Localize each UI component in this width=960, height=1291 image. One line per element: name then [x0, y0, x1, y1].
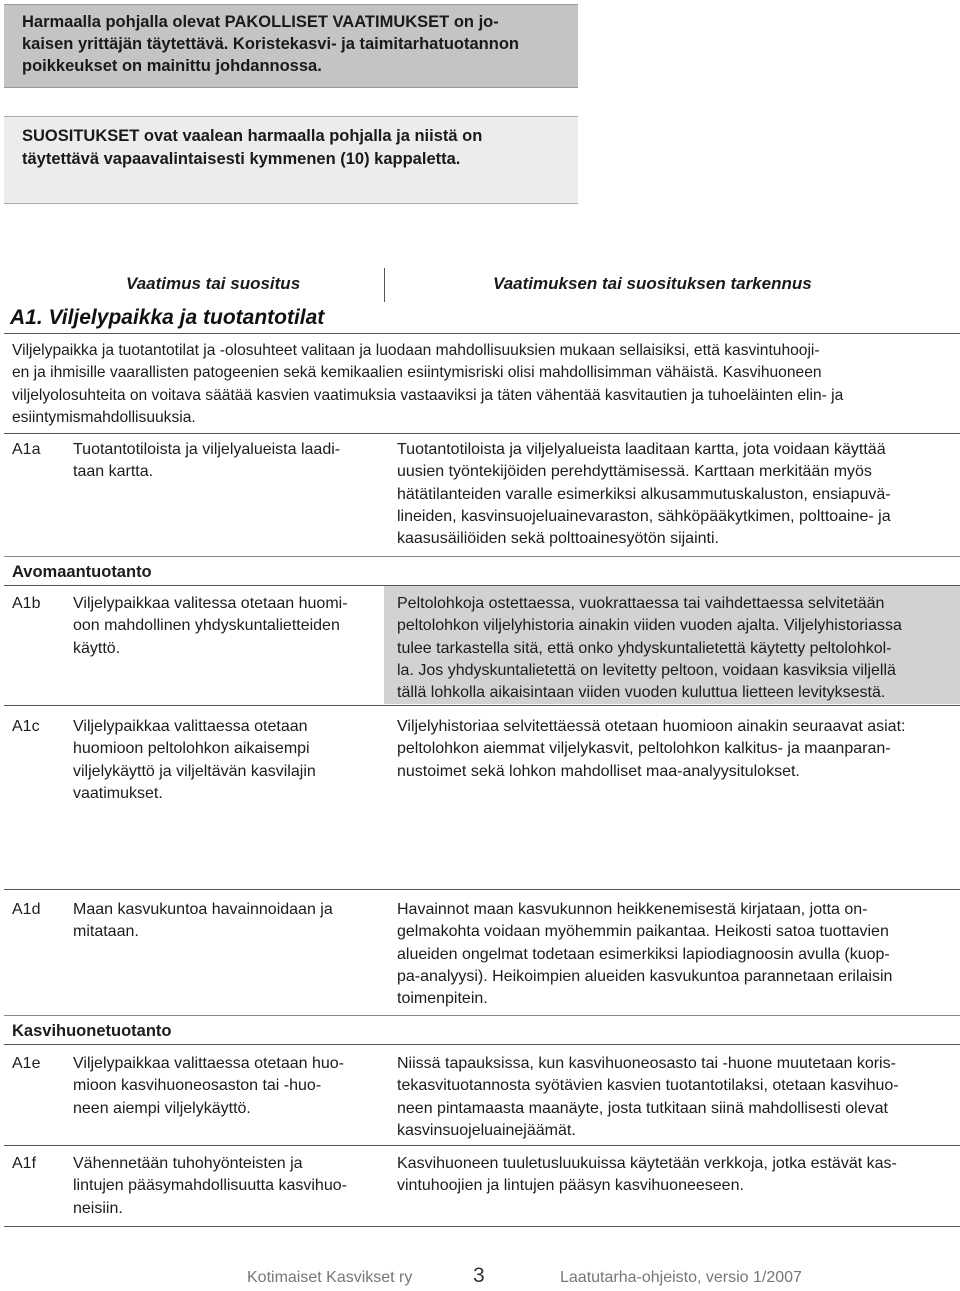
- requirement-text: [73, 439, 373, 484]
- text-line: neisiin.: [73, 1199, 123, 1217]
- row-divider: [4, 1015, 960, 1016]
- text-line: Tuotantotiloista ja viljelyalueista laadi-: [73, 441, 341, 458]
- specification-text: [397, 716, 953, 783]
- row-divider: [4, 556, 960, 557]
- text-line: tekasvituotannosta syötävien kasvien tuotantotilaksi, otetaan kasvihuo-: [397, 1077, 899, 1095]
- row-divider: [4, 889, 960, 890]
- text-line: kaasusäiliöiden sekä polttoainesyötön sijainti.: [397, 530, 719, 548]
- specification-text: [397, 1153, 953, 1198]
- text-line: Viljelyhistoriaa selvitettäessä otetaan huomioon ainakin seuraavat asiat:: [397, 718, 906, 735]
- text-line: peltolohkon aiemmat viljelykasvit, peltolohkon kalkitus- ja maanparan-: [397, 740, 891, 758]
- notice-line: poikkeukset on mainittu johdannossa.: [22, 57, 322, 75]
- subheading-greenhouse: Kasvihuonetuotanto: [12, 1022, 172, 1040]
- text-line: viljelykäyttö ja viljeltävän kasvilajin: [73, 762, 316, 780]
- text-line: peltolohkon viljelyhistoria ainakin viiden vuoden ajalta. Viljelyhistoriassa: [397, 617, 902, 635]
- item-code: A1b: [12, 595, 41, 612]
- text-line: Peltolohkoja ostettaessa, vuokrattaessa tai vaihdettaessa selvitetään: [397, 595, 885, 612]
- notice-line: täytettävä vapaavalintaisesti kymmenen (10) kappaletta.: [22, 150, 461, 168]
- text-line: pa-analyysi). Heikoimpien alueiden kasvukuntoa parannetaan erilaisin: [397, 967, 893, 985]
- text-line: tulee tarkastella sitä, että onko yhdyskuntalietettä käytetty peltolohkol-: [397, 639, 892, 657]
- page-number: 3: [473, 1264, 485, 1287]
- text-line: Niissä tapauksissa, kun kasvihuoneosasto tai -huone muutetaan koris-: [397, 1055, 896, 1072]
- text-line: lineiden, kasvinsuojeluainevaraston, sähköpääkytkimen, polttoaine- ja: [397, 507, 891, 525]
- specification-text: [397, 1053, 953, 1142]
- specification-text: [397, 593, 953, 704]
- column-header-specification: Vaatimuksen tai suosituksen tarkennus: [493, 274, 812, 293]
- requirement-text: [73, 1053, 373, 1120]
- text-line: käyttö.: [73, 639, 121, 657]
- text-line: Viljelypaikkaa valittaessa otetaan huo-: [73, 1055, 344, 1072]
- text-line: vintuhoojien ja lintujen pääsyn kasvihuoneeseen.: [397, 1177, 744, 1195]
- text-line: Tuotantotiloista ja viljelyalueista laaditaan kartta, jota voidaan käyttää: [397, 441, 886, 458]
- text-line: neen pintamaasta maanäyte, josta tutkitaan siinä mahdollisesti olevat: [397, 1099, 888, 1117]
- text-line: nustoimet sekä lohkon mahdolliset maa-analyysitulokset.: [397, 762, 800, 780]
- text-line: hätätilanteiden varalle esimerkiksi alkusammutuskaluston, ensiapuvä-: [397, 485, 891, 503]
- requirement-text: [73, 899, 373, 944]
- text-line: taan kartta.: [73, 463, 154, 481]
- text-line: Kasvihuoneen tuuletusluukuissa käytetään verkkoja, jotka estävät kas-: [397, 1155, 897, 1172]
- text-line: huomioon peltolohkon aikaisempi: [73, 740, 310, 758]
- requirement-text: [73, 716, 373, 805]
- row-divider: [4, 433, 960, 434]
- text-line: Viljelypaikkaa valitessa otetaan huomi-: [73, 595, 348, 612]
- row-divider: [4, 705, 960, 706]
- notice-line: SUOSITUKSET ovat vaalean harmaalla pohjalla ja niistä on: [22, 127, 483, 145]
- item-code: A1f: [12, 1155, 37, 1172]
- item-code: A1c: [12, 718, 40, 735]
- text-line: kasvinsuojeluainejäämät.: [397, 1121, 576, 1139]
- section-title: A1. Viljelypaikka ja tuotantotilat: [10, 306, 325, 329]
- subheading-open-field: Avomaantuotanto: [12, 563, 152, 581]
- text-line: lintujen pääsymahdollisuutta kasvihuo-: [73, 1177, 347, 1195]
- text-line: Havainnot maan kasvukunnon heikkenemisestä kirjataan, jotta on-: [397, 901, 868, 918]
- text-line: Viljelypaikkaa valittaessa otetaan: [73, 718, 308, 735]
- section-divider: [4, 333, 960, 334]
- text-line: vaatimukset.: [73, 784, 163, 802]
- intro-line: viljelyolosuhteita on voitava säätää kasvien vaatimuksia vastaaviksi ja täten vähentää kasvitautien ja tuhoeläinten elin- ja: [12, 386, 844, 404]
- column-header-requirement: Vaatimus tai suositus: [126, 274, 301, 293]
- specification-text: [397, 439, 953, 550]
- text-line: la. Jos yhdyskuntalietettä on levitetty peltoon, voidaan kasviksia viljellä: [397, 661, 896, 679]
- requirement-text: [73, 593, 373, 660]
- text-line: tällä lohkolla aikaisintaan viiden vuoden kuluttua lietteen levityksestä.: [397, 684, 886, 702]
- text-line: gelmakohta voidaan myöhemmin paikantaa. Heikosti satoa tuottavien: [397, 923, 889, 941]
- item-code: A1d: [12, 901, 41, 918]
- requirement-text: [73, 1153, 373, 1220]
- text-line: Vähennetään tuhohyönteisten ja: [73, 1155, 303, 1172]
- specification-text: [397, 899, 953, 1010]
- intro-line: Viljelypaikka ja tuotantotilat ja -olosuhteet valitaan ja luodaan mahdollisuuksien mukaan sellaisiksi, että kasvintuhooji-: [12, 342, 820, 359]
- text-line: oon mahdollinen yhdyskuntalietteiden: [73, 617, 340, 635]
- text-line: toimenpitein.: [397, 990, 488, 1008]
- text-line: mioon kasvihuoneosaston tai -huo-: [73, 1077, 322, 1095]
- text-line: uusien työntekijöiden perehdyttämisessä. Karttaan merkitään myös: [397, 463, 872, 481]
- text-line: neen aiempi viljelykäyttö.: [73, 1099, 251, 1117]
- row-divider: [4, 1044, 960, 1045]
- section-intro: [12, 340, 952, 429]
- text-line: alueiden ongelmat todetaan esimerkiksi lapiodiagnoosin avulla (kuop-: [397, 945, 890, 963]
- footer-document: Laatutarha-ohjeisto, versio 1/2007: [560, 1269, 802, 1286]
- intro-line: en ja ihmisille vaarallisten patogeenien sekä kemikaalien esiintymisriski olisi mahdollisimman vähäistä. Kasvihuoneen: [12, 364, 822, 382]
- row-divider: [4, 1226, 960, 1227]
- intro-line: esiintymismahdollisuuksia.: [12, 408, 196, 426]
- text-line: mitataan.: [73, 923, 139, 941]
- text-line: Maan kasvukuntoa havainnoidaan ja: [73, 901, 333, 918]
- notice-line: kaisen yrittäjän täytettävä. Koristekasvi- ja taimitarhatuotannon: [22, 35, 519, 53]
- mandatory-notice: [4, 4, 578, 88]
- footer-publisher: Kotimaiset Kasvikset ry: [247, 1269, 413, 1286]
- item-code: A1e: [12, 1055, 41, 1072]
- row-divider: [4, 1145, 960, 1146]
- item-code: A1a: [12, 441, 41, 458]
- recommendation-notice: [4, 116, 578, 204]
- column-divider: [384, 268, 385, 302]
- notice-line: Harmaalla pohjalla olevat PAKOLLISET VAATIMUKSET on jo-: [22, 13, 499, 31]
